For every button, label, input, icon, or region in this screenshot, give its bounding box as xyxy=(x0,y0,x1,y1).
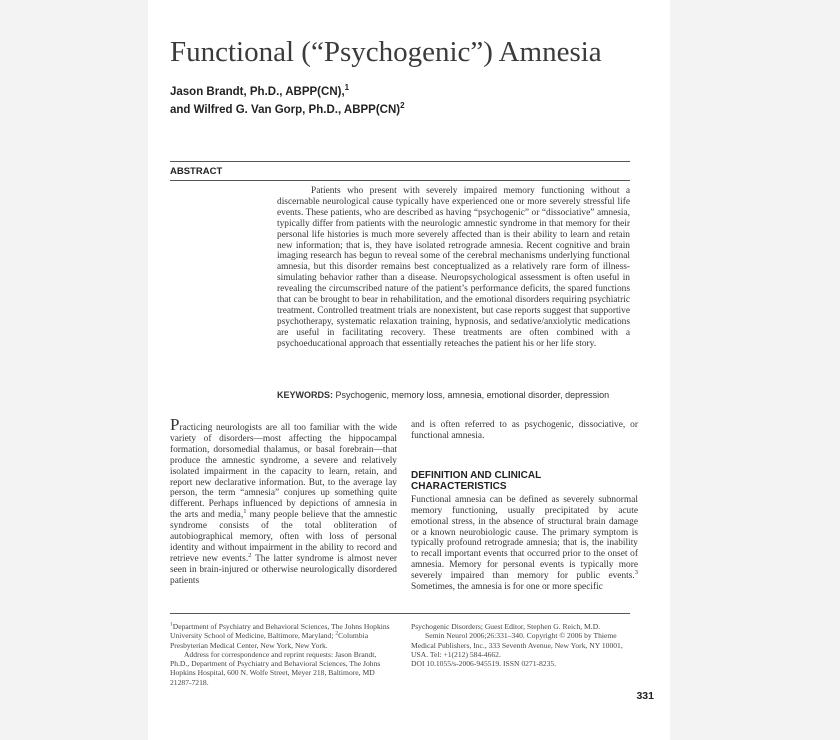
page-number: 331 xyxy=(636,690,654,702)
body-column-right xyxy=(411,420,638,593)
footnote-text: Columbia Presbyterian Medical Center, New York, New York. xyxy=(170,631,369,650)
body-paragraph xyxy=(170,415,398,587)
footnote-mark: 1 xyxy=(170,621,173,628)
citation-footnote: Semin Neurol 2006;26:331–340. Copyright © 2006 by Thieme Medical Publishers, Inc., 333 Seventh Avenue, New York, NY 10001, USA. Tel: +1(212) 584-4662. xyxy=(411,631,623,659)
body-column-left xyxy=(170,415,398,587)
footnote-rule xyxy=(170,613,630,614)
footnote-mark: 2 xyxy=(335,630,339,637)
affiliation-footnote xyxy=(170,622,397,650)
keywords-label: KEYWORDS: xyxy=(277,390,333,400)
author-line-1 xyxy=(170,81,405,99)
body-paragraph: and is often referred to as psychogenic, dissociative, or functional amnesia. xyxy=(411,420,638,441)
body-text: many people believe that the amnestic syndrome consists of the total obliteration of autobiographical memory, often with loss of personal identity and without impairment in the ability to record and retrieve new events. xyxy=(170,510,398,564)
footnote-text: Department of Psychiatry and Behavioral Sciences, The Johns Hopkins University School of Medicine, Baltimore, Maryland; xyxy=(170,622,390,641)
doi-footnote: DOI 10.1055/s-2006-945519. ISSN 0271-8235. xyxy=(411,659,557,669)
body-text: racticing neurologists are all too familiar with the wide variety of disorders—most affecting the hippocampal formation, dorsomedial thalamus, or basal forebrain—that produce the amnestic syndrome, a severe and relatively isolated impairment in the capacity to learn, retain, and report new declarative information. But, to the average lay person, the term “amnesia” conjures up something quite different. Perhaps influenced by depictions of amnesia in the arts and media, xyxy=(170,423,397,521)
keywords-line xyxy=(277,390,637,400)
author-2: and Wilfred G. Van Gorp, Ph.D., ABPP(CN) xyxy=(170,104,401,117)
article-title: Functional (“Psychogenic”) Amnesia xyxy=(170,36,602,68)
abstract-top-rule xyxy=(170,161,630,162)
body-text: Functional amnesia can be defined as severely subnormal memory functioning, usually precipitated by acute emotional stress, in the absence of structural brain damage or a known neurobiologic cause. The primary symptom is typically profound retrograde amnesia; that is, the inability to recall important events that occurred prior to the onset of amnesia. Memory for personal events is typically more severely impaired than memory for public events. xyxy=(411,494,638,582)
author-1: Jason Brandt, Ph.D., ABPP(CN), xyxy=(170,85,345,98)
body-text: Sometimes, the amnesia is for one or more specific xyxy=(411,582,603,593)
drop-cap: P xyxy=(170,415,180,434)
body-paragraph xyxy=(411,495,638,593)
section-heading-definition: DEFINITION AND CLINICAL CHARACTERISTICS xyxy=(411,469,541,493)
footnotes-right xyxy=(411,622,638,668)
citation-mark: 2 xyxy=(248,551,252,559)
citation-mark: 3 xyxy=(634,569,638,577)
abstract-text: Patients who present with severely impaired memory functioning without a discernable neurological cause typically have experienced one or more severely stressful life events. These patients, who are described as having “psychogenic” or “dissociative” amnesia, typically differ from patients with the neurologic amnestic syndrome in that memory for their personal life histories is much more severely affected than is their ability to learn and retain new information; that is, they have isolated retrograde amnesia. Recent cognitive and brain imaging research has begun to reveal some of the cerebral mechanisms underlying functional amnesia, but this disorder remains best conceptualized as a relatively rare form of illness-simulating behavior rather than a disease. Neuropsychological assessment is often useful in revealing the circumscribed nature of the patient’s performance deficits, the spared functions that can be brought to bear in rehabilitation, and the emotional disorders requiring psychiatric treatment. Controlled treatment trials are nonexistent, but case reports suggest that supportive psychotherapy, systematic relaxation training, hypnosis, and sedative/anxiolytic medications are useful in facilitating recovery. These treatments are often combined with a psychoeducational approach that essentially reteaches the patient his or her life story. xyxy=(277,186,630,349)
author-list xyxy=(170,81,405,118)
body-text: The latter syndrome is almost never seen in brain-injured or otherwise neurologically disordered patients xyxy=(170,553,397,586)
keywords-text: Psychogenic, memory loss, amnesia, emotional disorder, depression xyxy=(335,390,610,400)
citation-mark: 1 xyxy=(243,508,247,516)
abstract-label: ABSTRACT xyxy=(170,166,223,177)
abstract-label-rule xyxy=(170,180,630,181)
issue-footnote: Psychogenic Disorders; Guest Editor, Stephen G. Reich, M.D. xyxy=(411,622,601,631)
footnotes-left xyxy=(170,622,397,687)
correspondence-footnote: Address for correspondence and reprint requests: Jason Brandt, Ph.D., Department of Psychiatry and Behavioral Sciences, The Johns Hopkins Hospital, 600 N. Wolfe Street, Meyer 218, Baltimore, MD 21287-7218. xyxy=(170,649,381,687)
author-1-affiliation-mark: 1 xyxy=(344,83,350,92)
author-2-affiliation-mark: 2 xyxy=(400,101,405,111)
author-line-2 xyxy=(170,99,405,117)
